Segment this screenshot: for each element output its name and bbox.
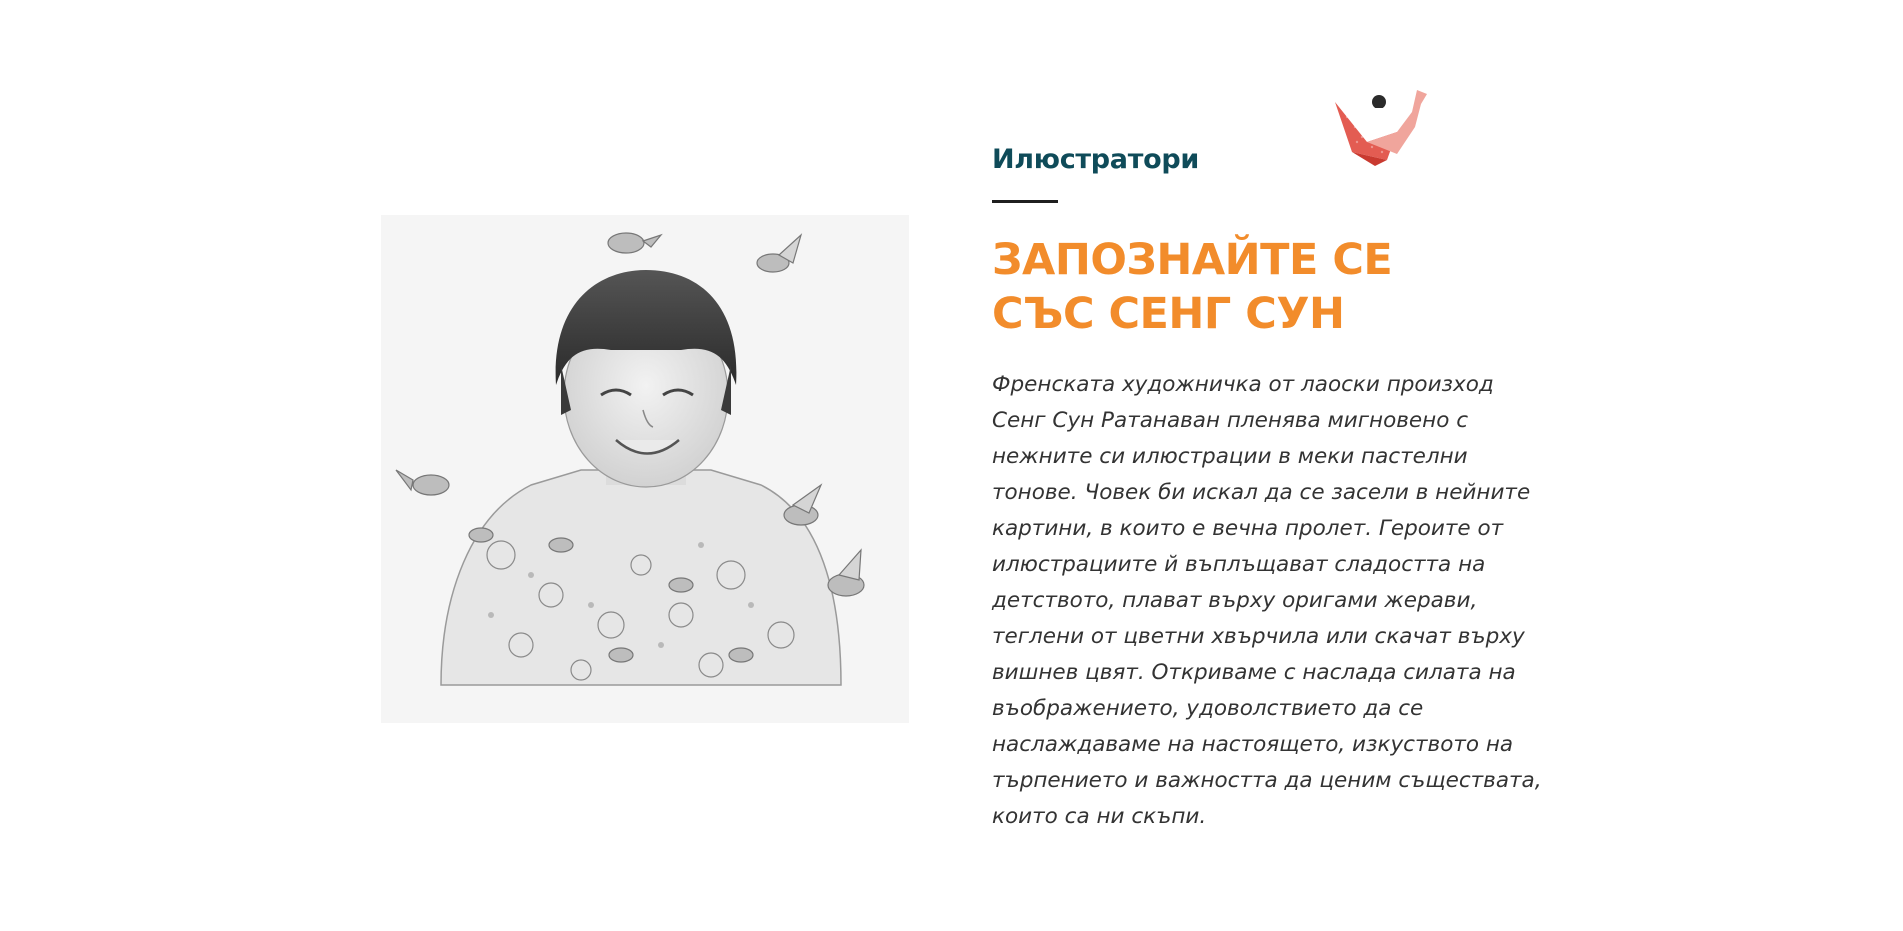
- pencil-portrait-image: [381, 215, 909, 723]
- text-column: [992, 138, 1552, 835]
- portrait-illustration: [381, 215, 909, 723]
- headline-line-1: ЗАПОЗНАЙТЕ СЕ: [992, 235, 1393, 285]
- section-eyebrow: Илюстратори: [992, 144, 1199, 175]
- section-headline: [992, 233, 1552, 341]
- headline-line-2: СЪС СЕНГ СУН: [992, 289, 1345, 339]
- section-body: Френската художничка от лаоски произход Сенг Сун Ратанаван пленява мигновено с нежните си илюстрации в меки пастелни тонове. Човек би искал да се засели в нейните картини, в които е вечна пролет. Героите от илюстрациите й въплъщават сладостта на детството, плават върху оригами жерави, теглени от цветни хвърчила или скачат върху вишнев цвят. Откриваме с наслада силата на въображението, удоволствието да се наслаждаваме на настоящето, изкуството на търпението и важността да ценим съществата, които са ни скъпи.: [992, 372, 1542, 829]
- divider-line: [992, 200, 1058, 203]
